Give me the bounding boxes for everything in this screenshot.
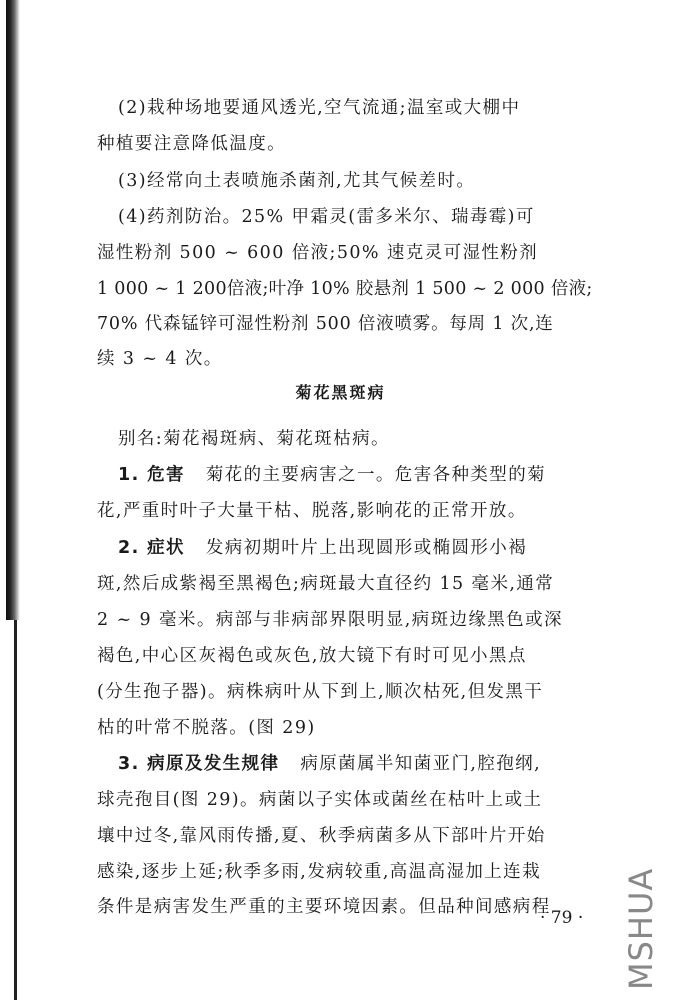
text-line: 斑,然后成紫褐至黑褐色;病斑最大直径约 15 毫米,通常 xyxy=(97,574,555,594)
text-line: 1 000 ~ 1 200倍液;叶净 10% 胶悬剂 1 500 ~ 2 000 倍液; xyxy=(97,279,593,299)
text-line: (分生孢子器)。病株病叶从下到上,顺次枯死,但发黑干 xyxy=(97,682,544,702)
text-line: 花,严重时叶子大量干枯、脱落,影响花的正常开放。 xyxy=(97,501,527,521)
page-number: · 79 · xyxy=(540,908,584,928)
text-line: 枯的叶常不脱落。(图 29) xyxy=(97,718,316,738)
text-line: (2)栽种场地要通风透光,空气流通;温室或大棚中 xyxy=(118,98,521,118)
text-line: 续 3 ~ 4 次。 xyxy=(97,349,223,369)
section-2-text: 发病初期叶片上出现圆形或椭圆形小褐 xyxy=(205,538,528,558)
text-line: (4)药剂防治。25% 甲霜灵(雷多米尔、瑞毒霉)可 xyxy=(118,207,535,227)
text-line: (3)经常向土表喷施杀菌剂,尤其气候差时。 xyxy=(118,171,476,191)
section-1-line xyxy=(118,464,618,486)
section-3-text: 病原菌属半知菌亚门,腔孢纲, xyxy=(300,754,542,774)
text-line: 2 ~ 9 毫米。病部与非病部界限明显,病斑边缘黑色或深 xyxy=(97,610,563,630)
text-line: 种植要注意降低温度。 xyxy=(97,134,286,154)
text-line: 褐色,中心区灰褐色或灰色,放大镜下有时可见小黑点 xyxy=(97,646,527,666)
text-line: 70% 代森锰锌可湿性粉剂 500 倍液喷雾。每周 1 次,连 xyxy=(97,314,554,334)
alias-line: 别名:菊花褐斑病、菊花斑枯病。 xyxy=(118,429,390,449)
text-line: 条件是病害发生严重的主要环境因素。但品种间感病程 xyxy=(97,897,551,917)
text-line: 球壳孢目(图 29)。病菌以子实体或菌丝在枯叶上或土 xyxy=(97,790,543,810)
section-title: 菊花黑斑病 xyxy=(295,383,386,402)
text-line: 湿性粉剂 500 ~ 600 倍液;50% 速克灵可湿性粉剂 xyxy=(97,243,539,263)
section-3-line xyxy=(118,753,618,775)
text-line: 感染,逐步上延;秋季多雨,发病较重,高温高湿加上连栽 xyxy=(97,862,541,882)
section-2-line xyxy=(118,537,618,559)
section-1-heading: 1. 危害 xyxy=(118,465,185,485)
section-3-heading: 3. 病原及发生规律 xyxy=(118,754,280,774)
book-spine-shadow xyxy=(6,0,20,620)
text-line: 壤中过冬,靠风雨传播,夏、秋季病菌多从下部叶片开始 xyxy=(97,826,546,846)
section-2-heading: 2. 症状 xyxy=(118,538,185,558)
watermark: MSHUA xyxy=(622,867,660,990)
book-spine-edge xyxy=(14,620,17,1000)
section-1-text: 菊花的主要病害之一。危害各种类型的菊 xyxy=(205,465,547,485)
